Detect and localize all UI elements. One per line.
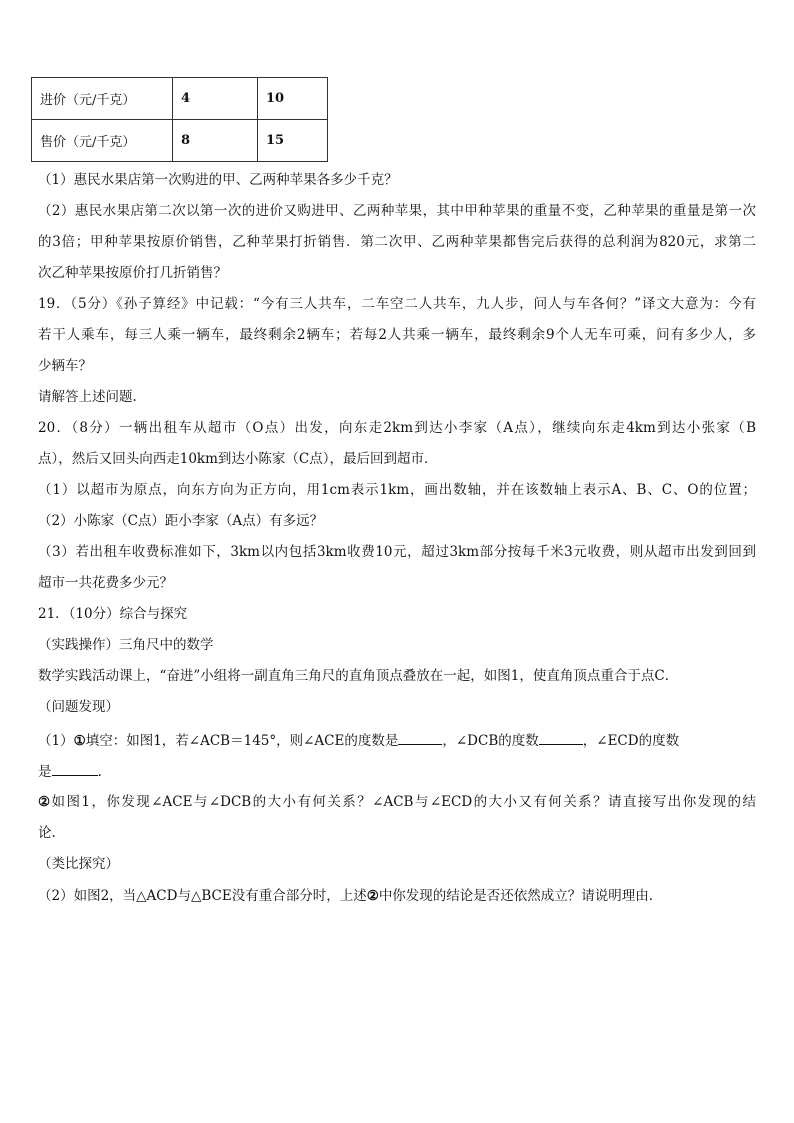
table-row <box>32 120 328 162</box>
q21-part1-text-b: ，∠DCB的度数 <box>442 733 539 749</box>
q21-part2-text-b: 中你发现的结论是否还依然成立？请说明理由. <box>378 888 654 904</box>
q20-part3-line2: 超市一共花费多少元？ <box>38 575 173 591</box>
circled-one-marker: ① <box>73 733 86 749</box>
q20-part1: （1）以超市为原点，向东方向为正方向，用1cm表示1km，画出数轴，并在该数轴上表示A、B、C、O的位置； <box>38 482 756 498</box>
table-cell: 10 <box>258 78 328 120</box>
q21-title: 21．（10分）综合与探究 <box>38 606 188 622</box>
q20-line2: 点），然后又回头向西走10km到达小陈家（C点），最后回到超市． <box>38 451 438 467</box>
q19-line4: 请解答上述问题. <box>38 389 137 405</box>
q21-section-practice: （实践操作）三角尺中的数学 <box>38 637 214 653</box>
q21-practice-text: 数学实践活动课上，“奋进”小组将一副直角三角尺的直角顶点叠放在一起，如图1，使直角顶点重合于点C． <box>38 668 679 684</box>
table-cell: 售价（元/千克） <box>32 120 173 162</box>
q21-part1-text-d: 是 <box>38 764 52 780</box>
q21-part1-line1 <box>38 730 679 751</box>
q20-part3-line1: （3）若出租车收费标准如下，3km以内包括3km收费10元，超过3km部分按每千米3元收费，则从超市出发到回到 <box>38 544 756 560</box>
price-table <box>31 77 328 162</box>
q21-section-analogy: （类比探究） <box>38 856 119 872</box>
q19-line3: 少辆车？ <box>38 358 92 374</box>
q21-part2-text-a: （2）如图2，当△ACD与△BCE没有重合部分时，上述 <box>38 888 367 904</box>
q21-part2 <box>38 886 653 906</box>
answer-blank-ace[interactable] <box>398 730 442 745</box>
q21-part1-text-a: 填空：如图1，若∠ACB＝145°，则∠ACE的度数是 <box>85 733 399 749</box>
q18-part1: （1）惠民水果店第一次购进的甲、乙两种苹果各多少千克？ <box>38 172 398 188</box>
q21-part1b-text: 如图1，你发现∠ACE与∠DCB的大小有何关系？∠ACB与∠ECD的大小又有何关系？请直接写出你发现的结 <box>51 794 756 810</box>
table-cell: 4 <box>173 78 258 120</box>
table-cell: 15 <box>258 120 328 162</box>
q21-section-discovery: （问题发现） <box>38 699 119 715</box>
q20-line1: 20．（8分）一辆出租车从超市（O点）出发，向东走2km到达小李家（A点），继续向东走4km到达小张家（B <box>38 420 756 436</box>
q18-part2-line2: 的3倍；甲种苹果按原价销售，乙种苹果打折销售．第二次甲、乙两种苹果都售完后获得的总利润为820元，求第二 <box>38 234 756 250</box>
q21-part1-line2 <box>38 761 102 782</box>
q21-part1-text-e: . <box>97 764 102 780</box>
table-cell: 8 <box>173 120 258 162</box>
q18-part2-line1: （2）惠民水果店第二次以第一次的进价又购进甲、乙两种苹果，其中甲种苹果的重量不变，乙种苹果的重量是第一次 <box>38 203 756 219</box>
circled-two-marker: ② <box>38 794 52 810</box>
table-row <box>32 78 328 120</box>
q20-part2: （2）小陈家（C点）距小李家（A点）有多远？ <box>38 513 324 529</box>
q21-part1b-line1 <box>38 792 756 812</box>
answer-blank-ecd[interactable] <box>52 761 98 776</box>
q19-line2: 若干人乘车，每三人乘一辆车，最终剩余2辆车；若每2人共乘一辆车，最终剩余9个人无车可乘，问有多少人，多 <box>38 327 756 343</box>
answer-blank-dcb[interactable] <box>539 730 583 745</box>
q18-part2-line3: 次乙种苹果按原价打几折销售？ <box>38 265 227 281</box>
q19-line1: 19．（5分）《孙子算经》中记载：“今有三人共车，二车空二人共车，九人步，问人与车各何？”译文大意为：今有 <box>38 296 756 312</box>
q21-part1-prefix: （1） <box>38 733 74 749</box>
table-cell: 进价（元/千克） <box>32 78 173 120</box>
q21-part1-text-c: ，∠ECD的度数 <box>582 733 680 749</box>
circled-two-marker: ② <box>366 888 379 904</box>
q21-part1b-line2: 论. <box>38 825 56 841</box>
